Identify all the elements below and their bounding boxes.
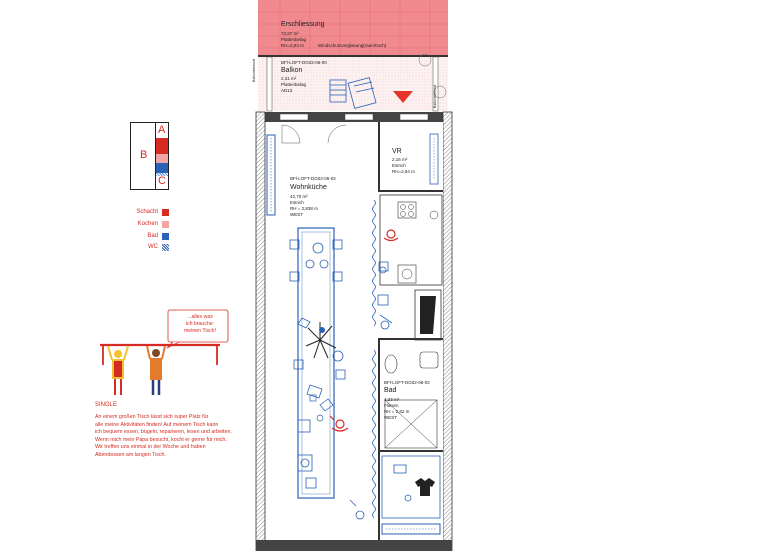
erschliessung-area: 72,87 m² xyxy=(281,31,299,36)
balkon-id: AD13 xyxy=(281,88,293,93)
zone-label-b: B xyxy=(140,149,148,161)
legend-label-kochen: Kochen xyxy=(137,221,158,227)
erschliessung-note: Windschutzverglasung(raumhoch) xyxy=(318,43,387,48)
legend-label-bad: Bad xyxy=(147,233,158,239)
person-right-icon xyxy=(147,346,165,395)
persona-line-2: alle meine Aktivitäten finden! Auf meinem Tisch kann xyxy=(95,421,219,428)
person-left-icon xyxy=(108,346,128,395)
wohnkueche-floor: Estrich xyxy=(290,200,304,205)
right-wall xyxy=(443,112,452,551)
legend-swatch-kochen xyxy=(162,221,169,228)
speech-line-2: ich brauche: xyxy=(185,321,215,327)
persona-line-4: Wenn mich mein Papa besucht, kocht er gerne für mich. xyxy=(95,436,227,443)
zone-label-c: C xyxy=(158,175,166,187)
bad-code: BFl-LOFT-DG02-06-02 xyxy=(384,380,430,385)
wohnkueche-code: BFl-LOFT-DG02-06-02 xyxy=(290,176,336,181)
bad-height: RH = 2,82 m xyxy=(384,409,410,414)
balkon-code: BFl-LOFT-DG02-06-00 xyxy=(281,60,327,65)
zone-bath-block xyxy=(156,163,168,173)
wohnkueche-title: Wohnküche xyxy=(290,184,327,191)
bad-title: Bad xyxy=(384,387,397,394)
zone-kitchen-block xyxy=(156,154,168,163)
left-wall xyxy=(256,112,265,551)
legend-label-wc: WC xyxy=(148,244,158,250)
vr-area: 2,16 m² xyxy=(392,157,408,162)
bad-floor: Fliesen xyxy=(384,403,399,408)
balkon-side-right: Balkonelement xyxy=(433,84,437,108)
persona-line-6: Abendessen am langen Tisch. xyxy=(95,451,166,458)
wohnkueche-area: 42,70 m² xyxy=(290,194,308,199)
persona-line-1: An einem großen Tisch lässt sich super Platz für xyxy=(95,414,209,420)
zone-shaft-block xyxy=(156,138,168,154)
legend-swatch-bad xyxy=(162,233,169,240)
wohnkueche-height: RH = 2,838 m xyxy=(290,206,318,211)
erschliessung-floor: Plattenbelag xyxy=(281,37,307,42)
persona-title: SINGLE xyxy=(95,402,118,408)
balkon-area: 2,31 m² xyxy=(281,76,297,81)
persona-description xyxy=(95,414,232,460)
legend-swatch-schacht xyxy=(162,209,169,216)
balkon-title: Balkon xyxy=(281,67,303,74)
zone-diagram xyxy=(130,122,169,190)
persona-line-5: Wir treffen uns einmal in der Woche und haben xyxy=(95,444,206,451)
zone-label-a: A xyxy=(158,124,166,136)
persona-line-3: ich bequem essen, bügeln, reparieren, lesen und arbeiten. xyxy=(95,429,232,436)
speech-line-3: meinen Tisch! xyxy=(183,328,216,334)
balkon-side-left: Balkonelement xyxy=(252,58,256,82)
legend-label-schacht: Schacht xyxy=(136,209,158,215)
vr-height: RH=2,84 m xyxy=(392,169,415,174)
vr-floor: Estrich xyxy=(392,163,406,168)
wohnkueche-orientation: WEST xyxy=(290,212,303,217)
legend-swatch-wc xyxy=(162,244,169,251)
speech-bubble-text xyxy=(170,314,230,335)
bad-area: 4,23 m² xyxy=(384,397,400,402)
vr-title: VR xyxy=(392,148,402,155)
bad-orientation: WEST xyxy=(384,415,397,420)
erschliessung-height: RH=2,84 m xyxy=(281,43,304,48)
balkon-floor: Plattenbelag xyxy=(281,82,307,87)
erschliessung-title: Erschliessung xyxy=(281,21,325,28)
speech-line-1: ...alles was xyxy=(187,314,213,320)
